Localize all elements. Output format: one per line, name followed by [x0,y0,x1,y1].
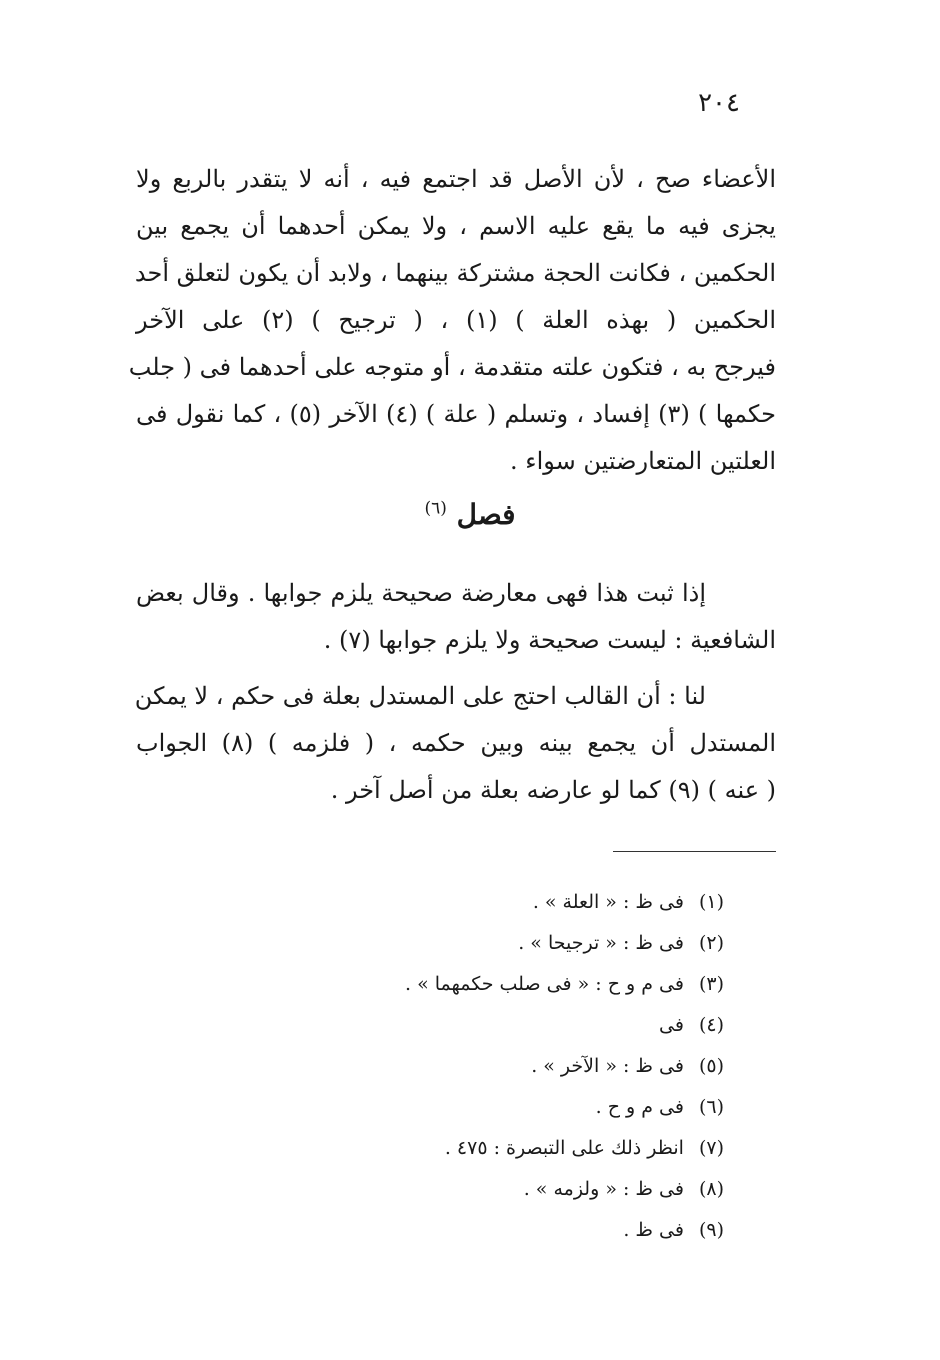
footnote-divider [613,851,776,852]
footnote-item [204,882,724,923]
footnote-text: فى [659,1014,684,1036]
paragraph-1 [128,156,777,485]
paragraph-3 [136,673,776,814]
paragraph-3-line: لنا : أن القالب احتج على المستدل بعلة فى حكم ، لا يمكن [134,682,706,710]
paragraph-3-line: ( عنه ) (٩) كما لو عارضه بعلة من أصل آخر . [330,776,776,804]
footnote-number: (٥) [698,1055,724,1077]
paragraph-1-line: يجزى فيه ما يقع عليه الاسم ، ولا يمكن أحدهما أن يجمع بين [136,212,776,240]
footnote-text: فى م و ح . [595,1096,684,1118]
footnote-number: (١) [698,891,724,913]
footnote-item [204,1087,724,1128]
paragraph-2 [136,570,776,664]
footnote-item [204,923,724,964]
footnote-number: (٨) [698,1178,724,1200]
paragraph-2-line: إذا ثبت هذا فهى معارضة صحيحة يلزم جوابها . وقال بعض [136,579,706,607]
footnote-item [204,1046,724,1087]
paragraph-1-line: الأعضاء صح ، لأن الأصل قد اجتمع فيه ، أنه لا يتقدر بالربع ولا [136,165,776,193]
paragraph-1-line: الحكمين ، فكانت الحجة مشتركة بينهما ، ولابد أن يكون لتعلق أحد [134,259,776,287]
paragraph-2-line: الشافعية : ليست صحيحة ولا يلزم جوابها (٧) . [323,626,776,654]
paragraph-3-line: المستدل أن يجمع بينه وبين حكمه ، ( فلزمه ) (٨) الجواب [136,729,777,757]
paragraph-1-line: الحكمين ( بهذه العلة ) (١) ، ( ترجيح ) (٢) على الآخر [136,306,777,334]
footnote-item [204,1005,724,1046]
footnote-text: فى ظ : « الآخر » . [531,1055,684,1077]
section-heading-title: فصل [456,498,516,531]
footnote-number: (٢) [698,932,724,954]
footnote-item [204,1128,724,1169]
footnotes-list [204,882,724,1251]
section-heading-note-ref: (٦) [424,498,447,519]
footnote-text: فى ظ : « العلة » . [532,891,684,913]
footnote-item [204,1169,724,1210]
footnote-item [204,1210,724,1251]
footnote-text: فى ظ : « ولزمه » . [523,1178,684,1200]
footnote-number: (٣) [698,973,724,995]
footnote-number: (٦) [698,1096,724,1118]
footnote-text: فى م و ح : « فى صلب حكمهما » . [404,973,684,995]
page-number: ٢٠٤ [698,88,740,118]
footnote-item [204,964,724,1005]
paragraph-1-line: العلتين المتعارضتين سواء . [510,447,776,475]
section-heading [0,498,940,531]
footnote-number: (٩) [698,1219,724,1241]
paragraph-1-line: حكمها ) (٣) إفساد ، وتسلم ( علة ) (٤) الآخر (٥) ، كما نقول فى [136,400,777,428]
footnote-text: انظر ذلك على التبصرة : ٤٧٥ . [444,1137,684,1159]
footnote-number: (٤) [698,1014,724,1036]
footnote-text: فى ظ : « ترجيحا » . [518,932,684,954]
paragraph-1-line: فيرجح به ، فتكون علته متقدمة ، أو متوجه على أحدهما فى ( جلب [128,353,776,381]
footnote-number: (٧) [698,1137,724,1159]
footnote-text: فى ظ . [623,1219,684,1241]
